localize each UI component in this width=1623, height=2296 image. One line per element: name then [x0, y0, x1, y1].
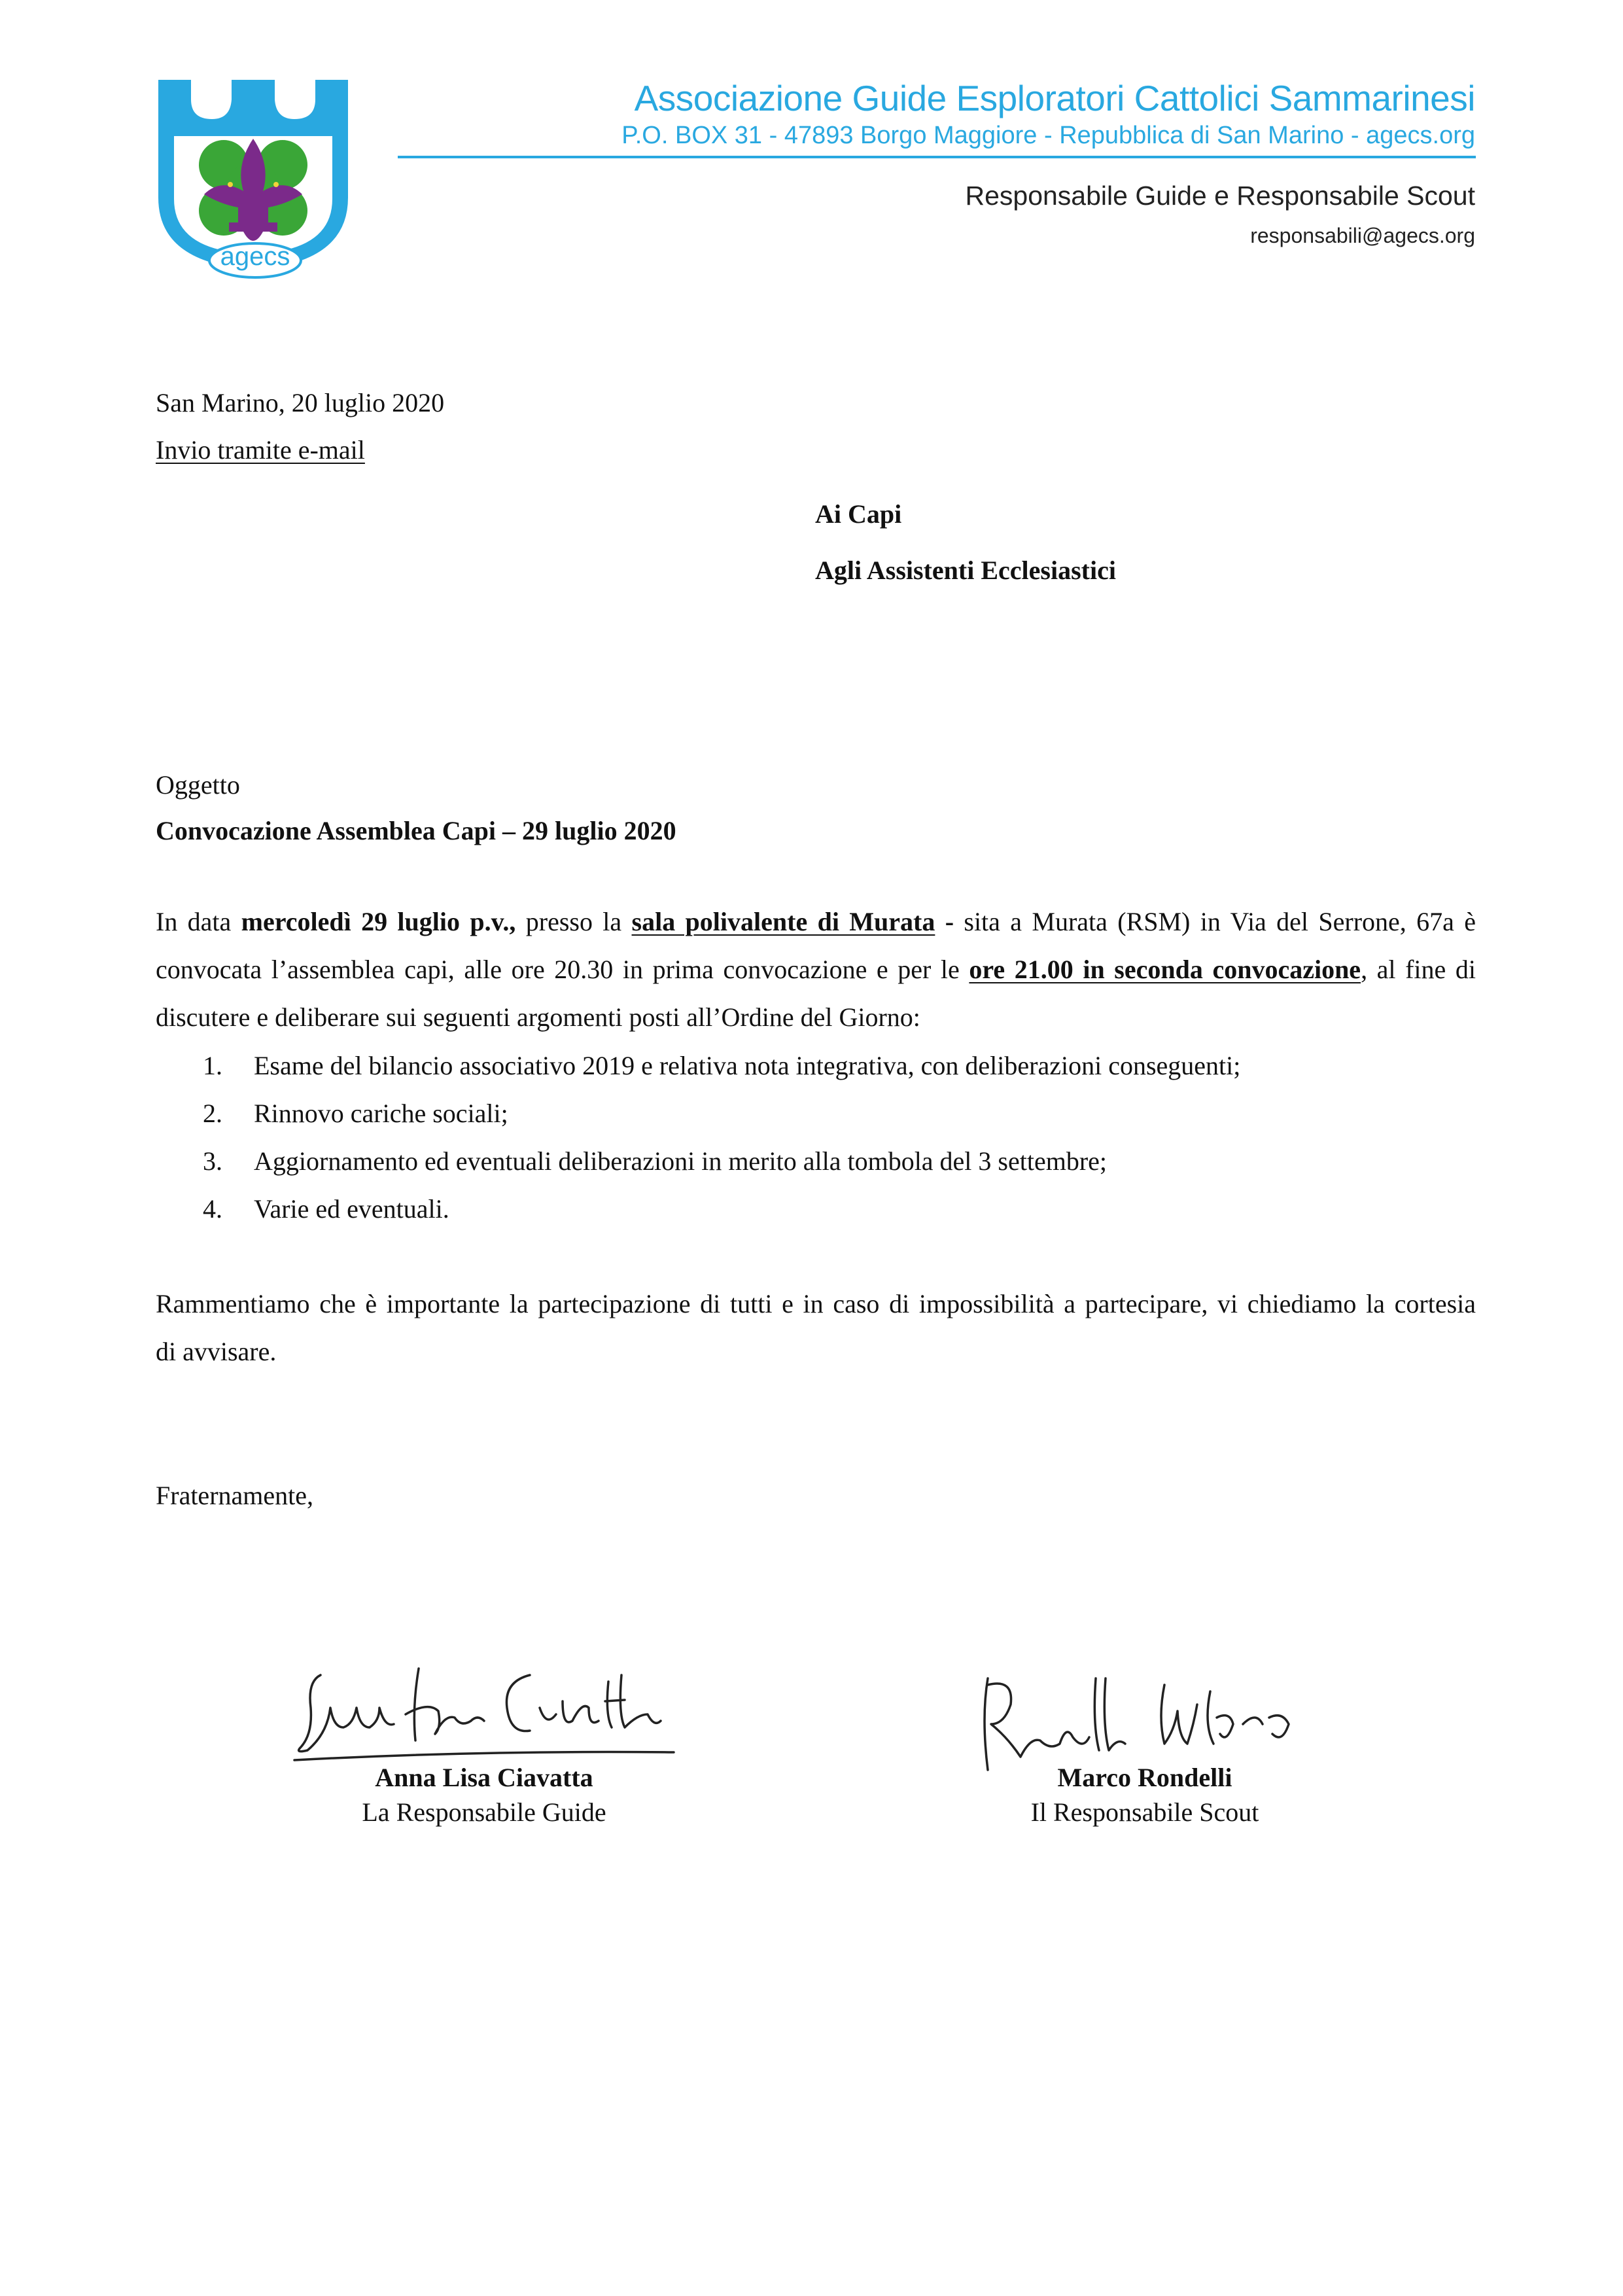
agenda-number: 2.: [203, 1099, 222, 1128]
subject-label: Oggetto: [156, 770, 240, 800]
organization-name: Associazione Guide Esploratori Cattolici Sammarinesi: [634, 78, 1475, 118]
delivery-method: Invio tramite e-mail: [156, 435, 365, 465]
convocation-paragraph: [156, 898, 1476, 1041]
recipient-2: Agli Assistenti Ecclesiastici: [815, 556, 1116, 585]
closing-paragraph: [156, 1280, 1476, 1375]
office-title: Responsabile Guide e Responsabile Scout: [965, 181, 1475, 211]
text-span: In data: [156, 907, 241, 936]
agenda-number: 4.: [203, 1194, 222, 1224]
agenda-number: 1.: [203, 1051, 222, 1080]
agecs-logo: [152, 73, 355, 283]
text-span: presso la: [515, 907, 632, 936]
signature-marco-rondelli: [968, 1652, 1321, 1776]
logo-text: agecs: [220, 242, 290, 271]
signer-1-name: Anna Lisa Ciavatta: [375, 1763, 593, 1792]
paragraph-line-2: [156, 945, 1476, 993]
meeting-place: sala polivalente di Murata: [631, 907, 935, 936]
signer-1-role: La Responsabile Guide: [362, 1797, 606, 1827]
second-call-time: ore 21.00 in seconda convocazione: [969, 955, 1361, 984]
agenda-item: [156, 1089, 1476, 1137]
paragraph-line-3: discutere e deliberare sui seguenti argomenti posti all’Ordine del Giorno:: [156, 1002, 920, 1032]
text-span: sita a Murata (RSM) in Via del Serrone, 67a è: [954, 907, 1476, 936]
agenda-item: [156, 1185, 1476, 1233]
agenda-item: [156, 1042, 1476, 1089]
closing-line-1: Rammentiamo che è importante la partecipazione di tutti e in caso di impossibilità a partecipare, vi chiediamo la cortesia: [156, 1289, 1476, 1318]
agenda-text: Esame del bilancio associativo 2019 e relativa nota integrativa, con deliberazioni conseguenti;: [254, 1051, 1241, 1080]
organization-address: P.O. BOX 31 - 47893 Borgo Maggiore - Repubblica di San Marino - agecs.org: [621, 122, 1475, 149]
text-span: , al fine di: [1361, 955, 1476, 984]
agenda-list: [156, 1042, 1476, 1233]
recipient-1: Ai Capi: [815, 499, 902, 529]
place-date: San Marino, 20 luglio 2020: [156, 388, 445, 417]
signer-2-role: Il Responsabile Scout: [1030, 1797, 1259, 1827]
text-span: -: [935, 907, 954, 936]
paragraph-line-1: [156, 898, 1476, 945]
header-divider: [398, 156, 1476, 158]
office-email: responsabili@agecs.org: [1250, 224, 1475, 247]
closing-line-2: di avvisare.: [156, 1337, 277, 1366]
salutation: Fraternamente,: [156, 1481, 313, 1510]
agenda-text: Rinnovo cariche sociali;: [254, 1099, 508, 1128]
text-span: convocata l’assemblea capi, alle ore 20.30 in prima convocazione e per le: [156, 955, 969, 984]
meeting-date: mercoledì 29 luglio p.v.,: [241, 907, 516, 936]
agenda-number: 3.: [203, 1146, 222, 1176]
agenda-text: Varie ed eventuali.: [254, 1194, 449, 1224]
agenda-item: [156, 1137, 1476, 1185]
signer-2-name: Marco Rondelli: [1057, 1763, 1232, 1792]
agenda-text: Aggiornamento ed eventuali deliberazioni in merito alla tombola del 3 settembre;: [254, 1146, 1108, 1176]
signature-anna-lisa-ciavatta: [281, 1636, 687, 1773]
subject: Convocazione Assemblea Capi – 29 luglio 2020: [156, 816, 676, 845]
